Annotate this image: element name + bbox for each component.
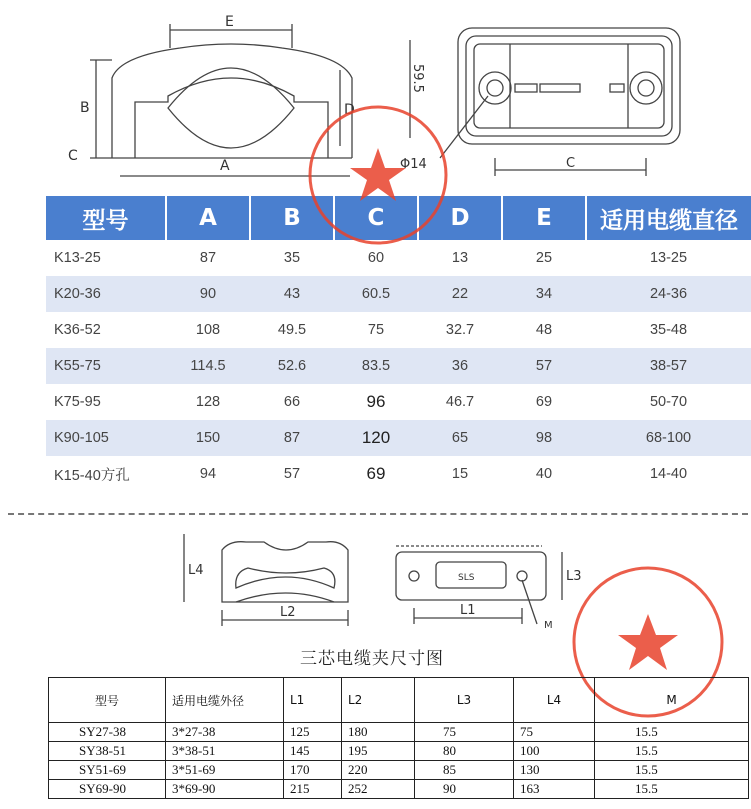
table-cell: K20-36 [46, 276, 166, 312]
table-row [46, 420, 751, 456]
table-cell: 69 [366, 464, 386, 483]
dim-label-l4: L4 [188, 563, 204, 578]
header-cell: D [418, 196, 502, 240]
table-cell: 125 [284, 723, 342, 742]
table-cell: 66 [283, 394, 301, 410]
table-cell: 87 [199, 250, 217, 266]
header-cell: C [334, 196, 418, 240]
table-cell: 13 [451, 250, 469, 266]
dim-label-l3: L3 [566, 569, 582, 584]
table-cell: 145 [284, 742, 342, 761]
table-cell: 65 [418, 420, 502, 456]
dim-label-c: C [68, 148, 78, 164]
section-caption: 三芯电缆夹尺寸图 [300, 649, 444, 669]
table-cell: 15.5 [595, 780, 749, 799]
header-cell: A [166, 196, 250, 240]
header-cell: M [595, 678, 749, 723]
sy-series-dimension-table [48, 677, 749, 799]
header-cell: L4 [514, 678, 595, 723]
header-cell: B [250, 196, 334, 240]
table-cell: K55-75 [46, 348, 166, 384]
table-cell: K36-52 [54, 322, 101, 338]
table-cell: SY27-38 [49, 723, 166, 742]
table-cell: 75 [367, 322, 385, 338]
header-cell: L2 [342, 678, 415, 723]
table-cell: K15-40方孔 [54, 467, 130, 484]
table-row [49, 780, 749, 799]
table-cell: 40 [535, 466, 553, 482]
dim-label-hole: Φ14 [400, 157, 427, 172]
table-cell: 3*27-38 [166, 723, 284, 742]
header-cell: 适用电缆直径 [586, 196, 751, 240]
table-cell: 75 [415, 723, 514, 742]
dim-label-a: A [220, 158, 230, 174]
table-cell: 15.5 [595, 761, 749, 780]
table-cell: 60.5 [334, 276, 418, 312]
table-cell: 80 [415, 742, 514, 761]
table-cell: 90 [415, 780, 514, 799]
table-header-row [49, 678, 749, 723]
table-cell: 220 [342, 761, 415, 780]
table-cell: 25 [535, 250, 553, 266]
table-cell: K90-105 [46, 420, 166, 456]
table-cell: SY51-69 [49, 761, 166, 780]
table-cell: 130 [514, 761, 595, 780]
table-cell: 163 [514, 780, 595, 799]
table-row [49, 742, 749, 761]
table-cell: 68-100 [586, 420, 751, 456]
dim-label-m: M [544, 620, 553, 631]
table-cell: 32.7 [445, 322, 475, 338]
table-cell: 60 [367, 250, 385, 266]
header-cell: 适用电缆外径 [166, 678, 284, 723]
table-cell: 98 [502, 420, 586, 456]
table-cell: 180 [342, 723, 415, 742]
table-cell: 57 [502, 348, 586, 384]
table-row [46, 276, 751, 312]
table-cell: 120 [334, 420, 418, 456]
dim-label-b: B [80, 100, 90, 116]
table-cell: 90 [166, 276, 250, 312]
dim-label-height: 59.5 [410, 64, 425, 93]
header-cell: 型号 [49, 678, 166, 723]
table-cell: 46.7 [445, 394, 475, 410]
company-seal-top [303, 100, 453, 250]
table-cell: 83.5 [334, 348, 418, 384]
table-cell: 150 [166, 420, 250, 456]
three-core-clamp-plan-drawing [392, 540, 592, 636]
table-cell: 34 [502, 276, 586, 312]
table-cell: 108 [195, 322, 221, 338]
table-row [49, 761, 749, 780]
table-cell: 36 [418, 348, 502, 384]
table-cell: K75-95 [54, 394, 101, 410]
table-cell: 15.5 [595, 742, 749, 761]
table-cell: 57 [283, 466, 301, 482]
header-cell: L1 [284, 678, 342, 723]
table-cell: 13-25 [649, 250, 688, 266]
table-cell: 22 [418, 276, 502, 312]
table-cell: 128 [195, 394, 221, 410]
table-row [49, 723, 749, 742]
table-row [46, 348, 751, 384]
dim-label-l1: L1 [460, 603, 476, 618]
table-cell: 35 [283, 250, 301, 266]
table-cell: 49.5 [277, 322, 307, 338]
three-core-clamp-side-drawing [176, 528, 376, 632]
table-cell: 14-40 [649, 466, 688, 482]
table-cell: SY38-51 [49, 742, 166, 761]
dim-label-e: E [225, 14, 234, 30]
header-cell: L3 [415, 678, 514, 723]
dim-label-plan-c: C [566, 156, 576, 171]
table-cell: 3*69-90 [166, 780, 284, 799]
table-cell: 24-36 [586, 276, 751, 312]
table-cell: 85 [415, 761, 514, 780]
table-cell: 215 [284, 780, 342, 799]
table-row [46, 456, 751, 492]
header-cell: 型号 [46, 196, 166, 240]
table-cell: SY69-90 [49, 780, 166, 799]
table-cell: 15 [451, 466, 469, 482]
table-cell: 50-70 [649, 394, 688, 410]
table-cell: 38-57 [586, 348, 751, 384]
header-cell: E [502, 196, 586, 240]
dim-label-l2: L2 [280, 605, 296, 620]
table-cell: 96 [366, 392, 386, 411]
table-cell: 170 [284, 761, 342, 780]
table-row [46, 312, 751, 348]
table-cell: 252 [342, 780, 415, 799]
table-cell: 195 [342, 742, 415, 761]
table-cell: 114.5 [166, 348, 250, 384]
table-cell: 3*38-51 [166, 742, 284, 761]
table-row [46, 384, 751, 420]
table-cell: 69 [535, 394, 553, 410]
dim-label-d: D [344, 102, 355, 118]
table-cell: 75 [514, 723, 595, 742]
table-cell: 94 [199, 466, 217, 482]
table-cell: 3*51-69 [166, 761, 284, 780]
table-cell: 87 [250, 420, 334, 456]
section-divider [8, 513, 748, 515]
table-cell: 48 [535, 322, 553, 338]
table-cell: K13-25 [54, 250, 101, 266]
plate-label: SLS [458, 573, 475, 583]
table-cell: 15.5 [595, 723, 749, 742]
table-cell: 35-48 [649, 322, 688, 338]
table-cell: 43 [250, 276, 334, 312]
table-cell: 52.6 [250, 348, 334, 384]
table-cell: 100 [514, 742, 595, 761]
